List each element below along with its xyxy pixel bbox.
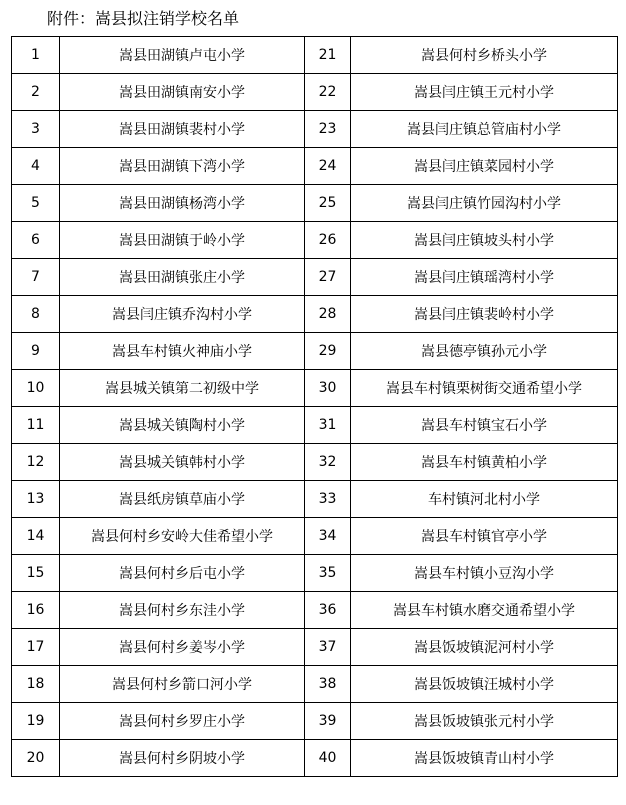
school-name-cell: 嵩县饭坡镇泥河村小学 bbox=[351, 629, 618, 666]
table-body bbox=[12, 37, 618, 777]
table-row bbox=[12, 111, 618, 148]
school-name-cell: 嵩县城关镇韩村小学 bbox=[60, 444, 305, 481]
school-number-cell: 4 bbox=[12, 148, 60, 185]
school-name-cell: 嵩县车村镇宝石小学 bbox=[351, 407, 618, 444]
table-row bbox=[12, 629, 618, 666]
table-row bbox=[12, 296, 618, 333]
table-row bbox=[12, 407, 618, 444]
school-name-cell: 嵩县田湖镇裴村小学 bbox=[60, 111, 305, 148]
school-number-cell: 31 bbox=[305, 407, 351, 444]
school-number-cell: 37 bbox=[305, 629, 351, 666]
school-number-cell: 22 bbox=[305, 74, 351, 111]
school-number-cell: 34 bbox=[305, 518, 351, 555]
table-row bbox=[12, 444, 618, 481]
school-number-cell: 23 bbox=[305, 111, 351, 148]
school-list-table bbox=[11, 36, 618, 777]
school-number-cell: 28 bbox=[305, 296, 351, 333]
school-name-cell: 嵩县车村镇小豆沟小学 bbox=[351, 555, 618, 592]
school-number-cell: 1 bbox=[12, 37, 60, 74]
school-number-cell: 13 bbox=[12, 481, 60, 518]
school-name-cell: 嵩县闫庄镇王元村小学 bbox=[351, 74, 618, 111]
school-name-cell: 嵩县田湖镇张庄小学 bbox=[60, 259, 305, 296]
school-name-cell: 嵩县车村镇栗树街交通希望小学 bbox=[351, 370, 618, 407]
school-number-cell: 38 bbox=[305, 666, 351, 703]
school-number-cell: 29 bbox=[305, 333, 351, 370]
school-name-cell: 嵩县城关镇陶村小学 bbox=[60, 407, 305, 444]
school-number-cell: 9 bbox=[12, 333, 60, 370]
school-name-cell: 嵩县闫庄镇菜园村小学 bbox=[351, 148, 618, 185]
school-number-cell: 26 bbox=[305, 222, 351, 259]
school-number-cell: 14 bbox=[12, 518, 60, 555]
school-name-cell: 嵩县田湖镇于岭小学 bbox=[60, 222, 305, 259]
school-number-cell: 8 bbox=[12, 296, 60, 333]
table-row bbox=[12, 185, 618, 222]
school-name-cell: 嵩县城关镇第二初级中学 bbox=[60, 370, 305, 407]
school-number-cell: 39 bbox=[305, 703, 351, 740]
school-number-cell: 24 bbox=[305, 148, 351, 185]
school-name-cell: 嵩县纸房镇草庙小学 bbox=[60, 481, 305, 518]
table-row bbox=[12, 555, 618, 592]
school-name-cell: 嵩县德亭镇孙元小学 bbox=[351, 333, 618, 370]
school-name-cell: 嵩县饭坡镇青山村小学 bbox=[351, 740, 618, 777]
school-name-cell: 嵩县闫庄镇瑶湾村小学 bbox=[351, 259, 618, 296]
table-row bbox=[12, 74, 618, 111]
school-number-cell: 17 bbox=[12, 629, 60, 666]
school-number-cell: 19 bbox=[12, 703, 60, 740]
school-number-cell: 25 bbox=[305, 185, 351, 222]
school-name-cell: 嵩县闫庄镇总管庙村小学 bbox=[351, 111, 618, 148]
table-row bbox=[12, 148, 618, 185]
table-row bbox=[12, 370, 618, 407]
school-name-cell: 嵩县何村乡罗庄小学 bbox=[60, 703, 305, 740]
school-number-cell: 20 bbox=[12, 740, 60, 777]
table-row bbox=[12, 37, 618, 74]
school-name-cell: 嵩县饭坡镇张元村小学 bbox=[351, 703, 618, 740]
school-name-cell: 嵩县何村乡阴坡小学 bbox=[60, 740, 305, 777]
table-row bbox=[12, 259, 618, 296]
school-name-cell: 嵩县车村镇水磨交通希望小学 bbox=[351, 592, 618, 629]
school-number-cell: 7 bbox=[12, 259, 60, 296]
table-row bbox=[12, 592, 618, 629]
school-number-cell: 33 bbox=[305, 481, 351, 518]
school-number-cell: 2 bbox=[12, 74, 60, 111]
school-name-cell: 嵩县闫庄镇裴岭村小学 bbox=[351, 296, 618, 333]
table-row bbox=[12, 703, 618, 740]
school-number-cell: 11 bbox=[12, 407, 60, 444]
school-name-cell: 嵩县何村乡安岭大佳希望小学 bbox=[60, 518, 305, 555]
school-name-cell: 嵩县闫庄镇坡头村小学 bbox=[351, 222, 618, 259]
school-name-cell: 嵩县何村乡东洼小学 bbox=[60, 592, 305, 629]
school-number-cell: 10 bbox=[12, 370, 60, 407]
school-name-cell: 嵩县闫庄镇乔沟村小学 bbox=[60, 296, 305, 333]
school-number-cell: 36 bbox=[305, 592, 351, 629]
school-number-cell: 32 bbox=[305, 444, 351, 481]
school-number-cell: 21 bbox=[305, 37, 351, 74]
school-number-cell: 30 bbox=[305, 370, 351, 407]
school-number-cell: 40 bbox=[305, 740, 351, 777]
school-name-cell: 嵩县田湖镇下湾小学 bbox=[60, 148, 305, 185]
table-row bbox=[12, 333, 618, 370]
school-name-cell: 嵩县车村镇火神庙小学 bbox=[60, 333, 305, 370]
school-name-cell: 嵩县田湖镇杨湾小学 bbox=[60, 185, 305, 222]
school-number-cell: 15 bbox=[12, 555, 60, 592]
school-name-cell: 嵩县车村镇官亭小学 bbox=[351, 518, 618, 555]
school-name-cell: 嵩县何村乡姜岑小学 bbox=[60, 629, 305, 666]
table-row bbox=[12, 222, 618, 259]
page-title: 附件：嵩县拟注销学校名单 bbox=[47, 9, 240, 28]
school-number-cell: 12 bbox=[12, 444, 60, 481]
school-name-cell: 嵩县闫庄镇竹园沟村小学 bbox=[351, 185, 618, 222]
school-name-cell: 嵩县田湖镇卢屯小学 bbox=[60, 37, 305, 74]
school-number-cell: 5 bbox=[12, 185, 60, 222]
table-row bbox=[12, 518, 618, 555]
school-number-cell: 16 bbox=[12, 592, 60, 629]
school-number-cell: 27 bbox=[305, 259, 351, 296]
school-name-cell: 车村镇河北村小学 bbox=[351, 481, 618, 518]
school-name-cell: 嵩县何村乡箭口河小学 bbox=[60, 666, 305, 703]
school-number-cell: 18 bbox=[12, 666, 60, 703]
school-name-cell: 嵩县饭坡镇汪城村小学 bbox=[351, 666, 618, 703]
school-name-cell: 嵩县车村镇黄柏小学 bbox=[351, 444, 618, 481]
school-number-cell: 6 bbox=[12, 222, 60, 259]
table-row bbox=[12, 481, 618, 518]
school-name-cell: 嵩县何村乡桥头小学 bbox=[351, 37, 618, 74]
school-name-cell: 嵩县何村乡后屯小学 bbox=[60, 555, 305, 592]
school-name-cell: 嵩县田湖镇南安小学 bbox=[60, 74, 305, 111]
table-row bbox=[12, 740, 618, 777]
school-number-cell: 35 bbox=[305, 555, 351, 592]
table-row bbox=[12, 666, 618, 703]
school-number-cell: 3 bbox=[12, 111, 60, 148]
